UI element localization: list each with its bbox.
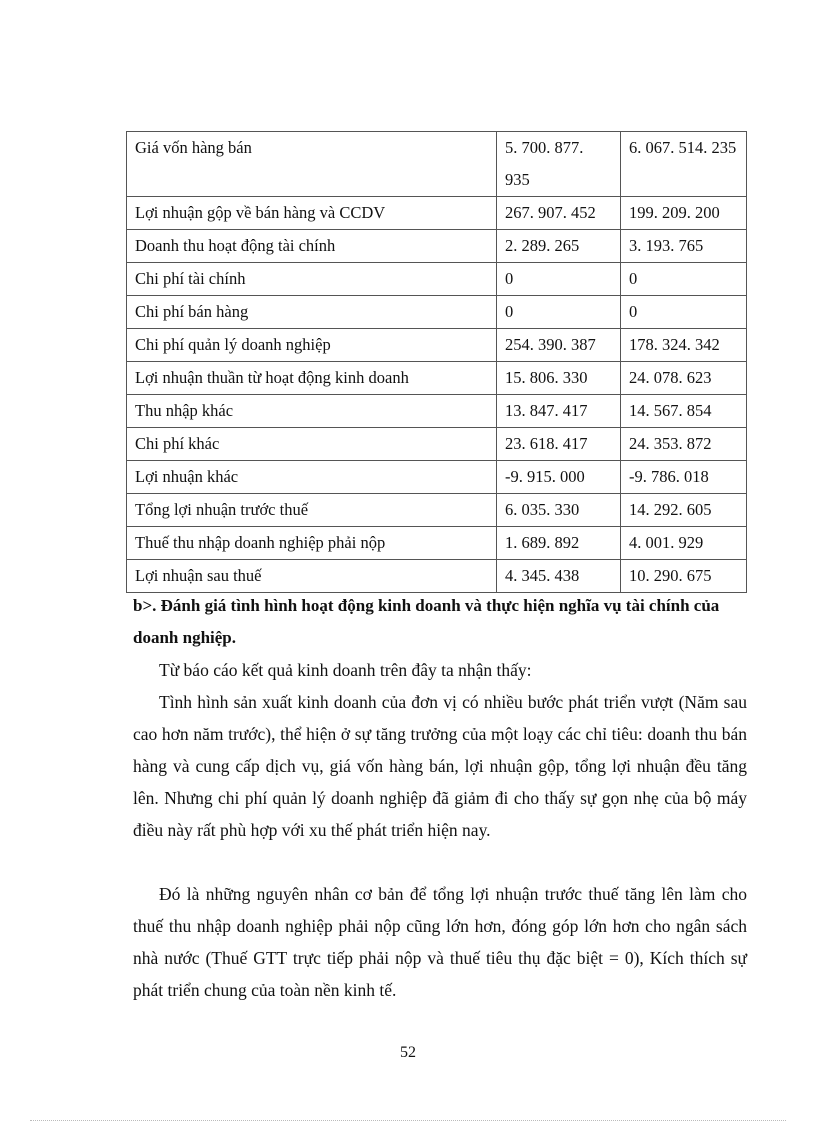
row-label: Chi phí tài chính <box>127 263 497 296</box>
row-label: Lợi nhuận khác <box>127 461 497 494</box>
row-label: Chi phí quản lý doanh nghiệp <box>127 329 497 362</box>
table-row <box>127 428 747 461</box>
table-row <box>127 461 747 494</box>
value-year-1: -9. 915. 000 <box>497 461 621 494</box>
value-year-1: 254. 390. 387 <box>497 329 621 362</box>
paragraph-analysis: Tình hình sản xuất kinh doanh của đơn vị có nhiều bước phát triển vượt (Năm sau cao hơn năm trước), thể hiện ở sự tăng trưởng của một loạy các chỉ tiêu: doanh thu bán hàng và cung cấp dịch vụ, giá vốn hàng bán, lợi nhuận gộp, tổng lợi nhuận đều tăng lên. Nhưng chi phí quản lý doanh nghiệp đã giảm đi cho thấy sự gọn nhẹ của bộ máy điều này rất phù hợp với xu thế phát triển hiện nay. <box>133 692 747 840</box>
row-label: Thu nhập khác <box>127 395 497 428</box>
row-label: Lợi nhuận gộp về bán hàng và CCDV <box>127 197 497 230</box>
value-year-2: 24. 078. 623 <box>621 362 747 395</box>
table-row <box>127 527 747 560</box>
row-label: Chi phí bán hàng <box>127 296 497 329</box>
table-row <box>127 362 747 395</box>
table-row <box>127 230 747 263</box>
row-label: Lợi nhuận thuần từ hoạt động kinh doanh <box>127 362 497 395</box>
financial-table-body <box>127 132 747 593</box>
value-year-1: 2. 289. 265 <box>497 230 621 263</box>
value-year-1: 0 <box>497 263 621 296</box>
value-year-2: 4. 001. 929 <box>621 527 747 560</box>
value-year-1: 4. 345. 438 <box>497 560 621 593</box>
value-year-2: 10. 290. 675 <box>621 560 747 593</box>
page-bottom-divider <box>30 1120 786 1121</box>
value-year-1: 1. 689. 892 <box>497 527 621 560</box>
value-year-2: 14. 567. 854 <box>621 395 747 428</box>
row-label: Giá vốn hàng bán <box>127 132 497 197</box>
table-row <box>127 197 747 230</box>
table-row <box>127 132 747 197</box>
value-year-2: 0 <box>621 263 747 296</box>
value-year-2: 199. 209. 200 <box>621 197 747 230</box>
value-year-1: 13. 847. 417 <box>497 395 621 428</box>
table-row <box>127 296 747 329</box>
value-year-2: 6. 067. 514. 235 <box>621 132 747 197</box>
table-row <box>127 263 747 296</box>
row-label: Thuế thu nhập doanh nghiệp phải nộp <box>127 527 497 560</box>
value-year-1: 15. 806. 330 <box>497 362 621 395</box>
value-year-2: 24. 353. 872 <box>621 428 747 461</box>
table-row <box>127 329 747 362</box>
paragraph-intro: Từ báo cáo kết quả kinh doanh trên đây ta nhận thấy: <box>159 660 532 680</box>
table-row <box>127 395 747 428</box>
value-year-2: -9. 786. 018 <box>621 461 747 494</box>
row-label: Chi phí khác <box>127 428 497 461</box>
value-year-1: 267. 907. 452 <box>497 197 621 230</box>
row-label: Lợi nhuận sau thuế <box>127 560 497 593</box>
value-year-1: 5. 700. 877. 935 <box>497 132 621 197</box>
value-year-2: 0 <box>621 296 747 329</box>
value-year-1: 6. 035. 330 <box>497 494 621 527</box>
paragraph-conclusion: Đó là những nguyên nhân cơ bản để tổng lợi nhuận trước thuế tăng lên làm cho thuế thu nhập doanh nghiệp phải nộp cũng lớn hơn, đóng góp lớn hơn cho ngân sách nhà nước (Thuế GTT trực tiếp phải nộp và thuế tiêu thụ đặc biệt = 0), Kích thích sự phát triển chung của toàn nền kinh tế. <box>133 884 747 1000</box>
row-label: Doanh thu hoạt động tài chính <box>127 230 497 263</box>
value-year-2: 3. 193. 765 <box>621 230 747 263</box>
row-label: Tổng lợi nhuận trước thuế <box>127 494 497 527</box>
value-year-1: 0 <box>497 296 621 329</box>
value-year-2: 14. 292. 605 <box>621 494 747 527</box>
value-year-2: 178. 324. 342 <box>621 329 747 362</box>
table-row <box>127 560 747 593</box>
section-heading: b>. Đánh giá tình hình hoạt động kinh doanh và thực hiện nghĩa vụ tài chính của doanh nghiệp. <box>133 596 720 647</box>
value-year-1: 23. 618. 417 <box>497 428 621 461</box>
page-number: 52 <box>400 1044 416 1061</box>
table-row <box>127 494 747 527</box>
financial-table <box>126 131 747 593</box>
